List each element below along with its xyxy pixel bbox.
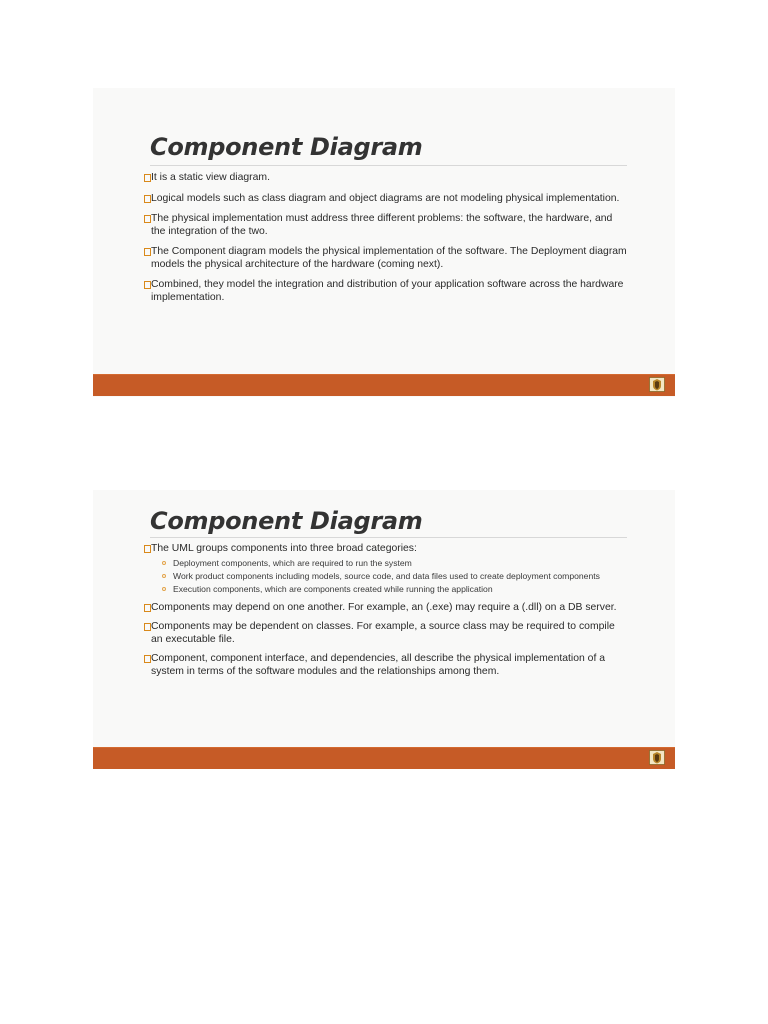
bullet-item	[144, 172, 628, 185]
bullet-text: Component, component interface, and dependencies, all describe the physical implementation of a system in terms of the software modules and the relationships among them.	[151, 653, 606, 677]
checkbox-square-icon	[144, 623, 151, 631]
bullet-item	[144, 543, 628, 595]
university-crest-icon	[649, 750, 665, 765]
bullet-item	[144, 246, 628, 271]
bullet-text: Components may be dependent on classes. For example, a source class may be required to compile an executable file.	[151, 621, 615, 645]
sub-bullet-text: Work product components including models, source code, and data files used to create deployment components	[173, 570, 600, 581]
bullet-item	[144, 279, 628, 304]
bullet-item	[144, 621, 628, 646]
ring-dot-icon	[162, 587, 166, 591]
slide-1	[93, 88, 675, 397]
footer-bar	[93, 747, 675, 769]
sub-bullet-item	[151, 571, 628, 581]
bullet-list	[144, 543, 628, 685]
checkbox-square-icon	[144, 281, 151, 289]
ring-dot-icon	[162, 574, 166, 578]
bullet-text: The Component diagram models the physical implementation of the software. The Deployment diagram models the physical architecture of the hardware (coming next).	[151, 246, 627, 270]
checkbox-square-icon	[144, 174, 151, 182]
sub-bullet-item	[151, 584, 628, 594]
slide-2	[93, 490, 675, 769]
title-divider	[150, 165, 627, 166]
university-crest-icon	[649, 377, 665, 392]
bullet-item	[144, 602, 628, 615]
sub-bullet-text: Execution components, which are components created while running the application	[173, 584, 493, 595]
sub-bullet-list	[151, 558, 628, 595]
checkbox-square-icon	[144, 195, 151, 203]
bullet-text: Logical models such as class diagram and object diagrams are not modeling physical implementation.	[151, 192, 620, 204]
bullet-item	[144, 653, 628, 678]
bullet-item	[144, 193, 628, 206]
slide-title: Component Diagram	[150, 133, 423, 161]
checkbox-square-icon	[144, 604, 151, 612]
checkbox-square-icon	[144, 545, 151, 553]
bullet-text: It is a static view diagram.	[151, 172, 270, 183]
sub-bullet-text: Deployment components, which are required to run the system	[173, 557, 412, 568]
title-divider	[150, 537, 627, 538]
bullet-text: The physical implementation must address three different problems: the software, the hardware, and the integration of the two.	[151, 213, 613, 237]
checkbox-square-icon	[144, 655, 151, 663]
sub-bullet-item	[151, 558, 628, 568]
bullet-item	[144, 213, 628, 238]
bullet-list	[144, 172, 628, 312]
checkbox-square-icon	[144, 215, 151, 223]
ring-dot-icon	[162, 561, 166, 565]
bullet-text: Components may depend on one another. For example, an (.exe) may require a (.dll) on a DB server.	[151, 601, 617, 613]
bullet-text: Combined, they model the integration and distribution of your application software across the hardware implementation.	[151, 279, 624, 303]
slide-title: Component Diagram	[150, 507, 423, 535]
footer-bar	[93, 374, 675, 396]
checkbox-square-icon	[144, 248, 151, 256]
bullet-text: The UML groups components into three broad categories:	[151, 543, 417, 554]
